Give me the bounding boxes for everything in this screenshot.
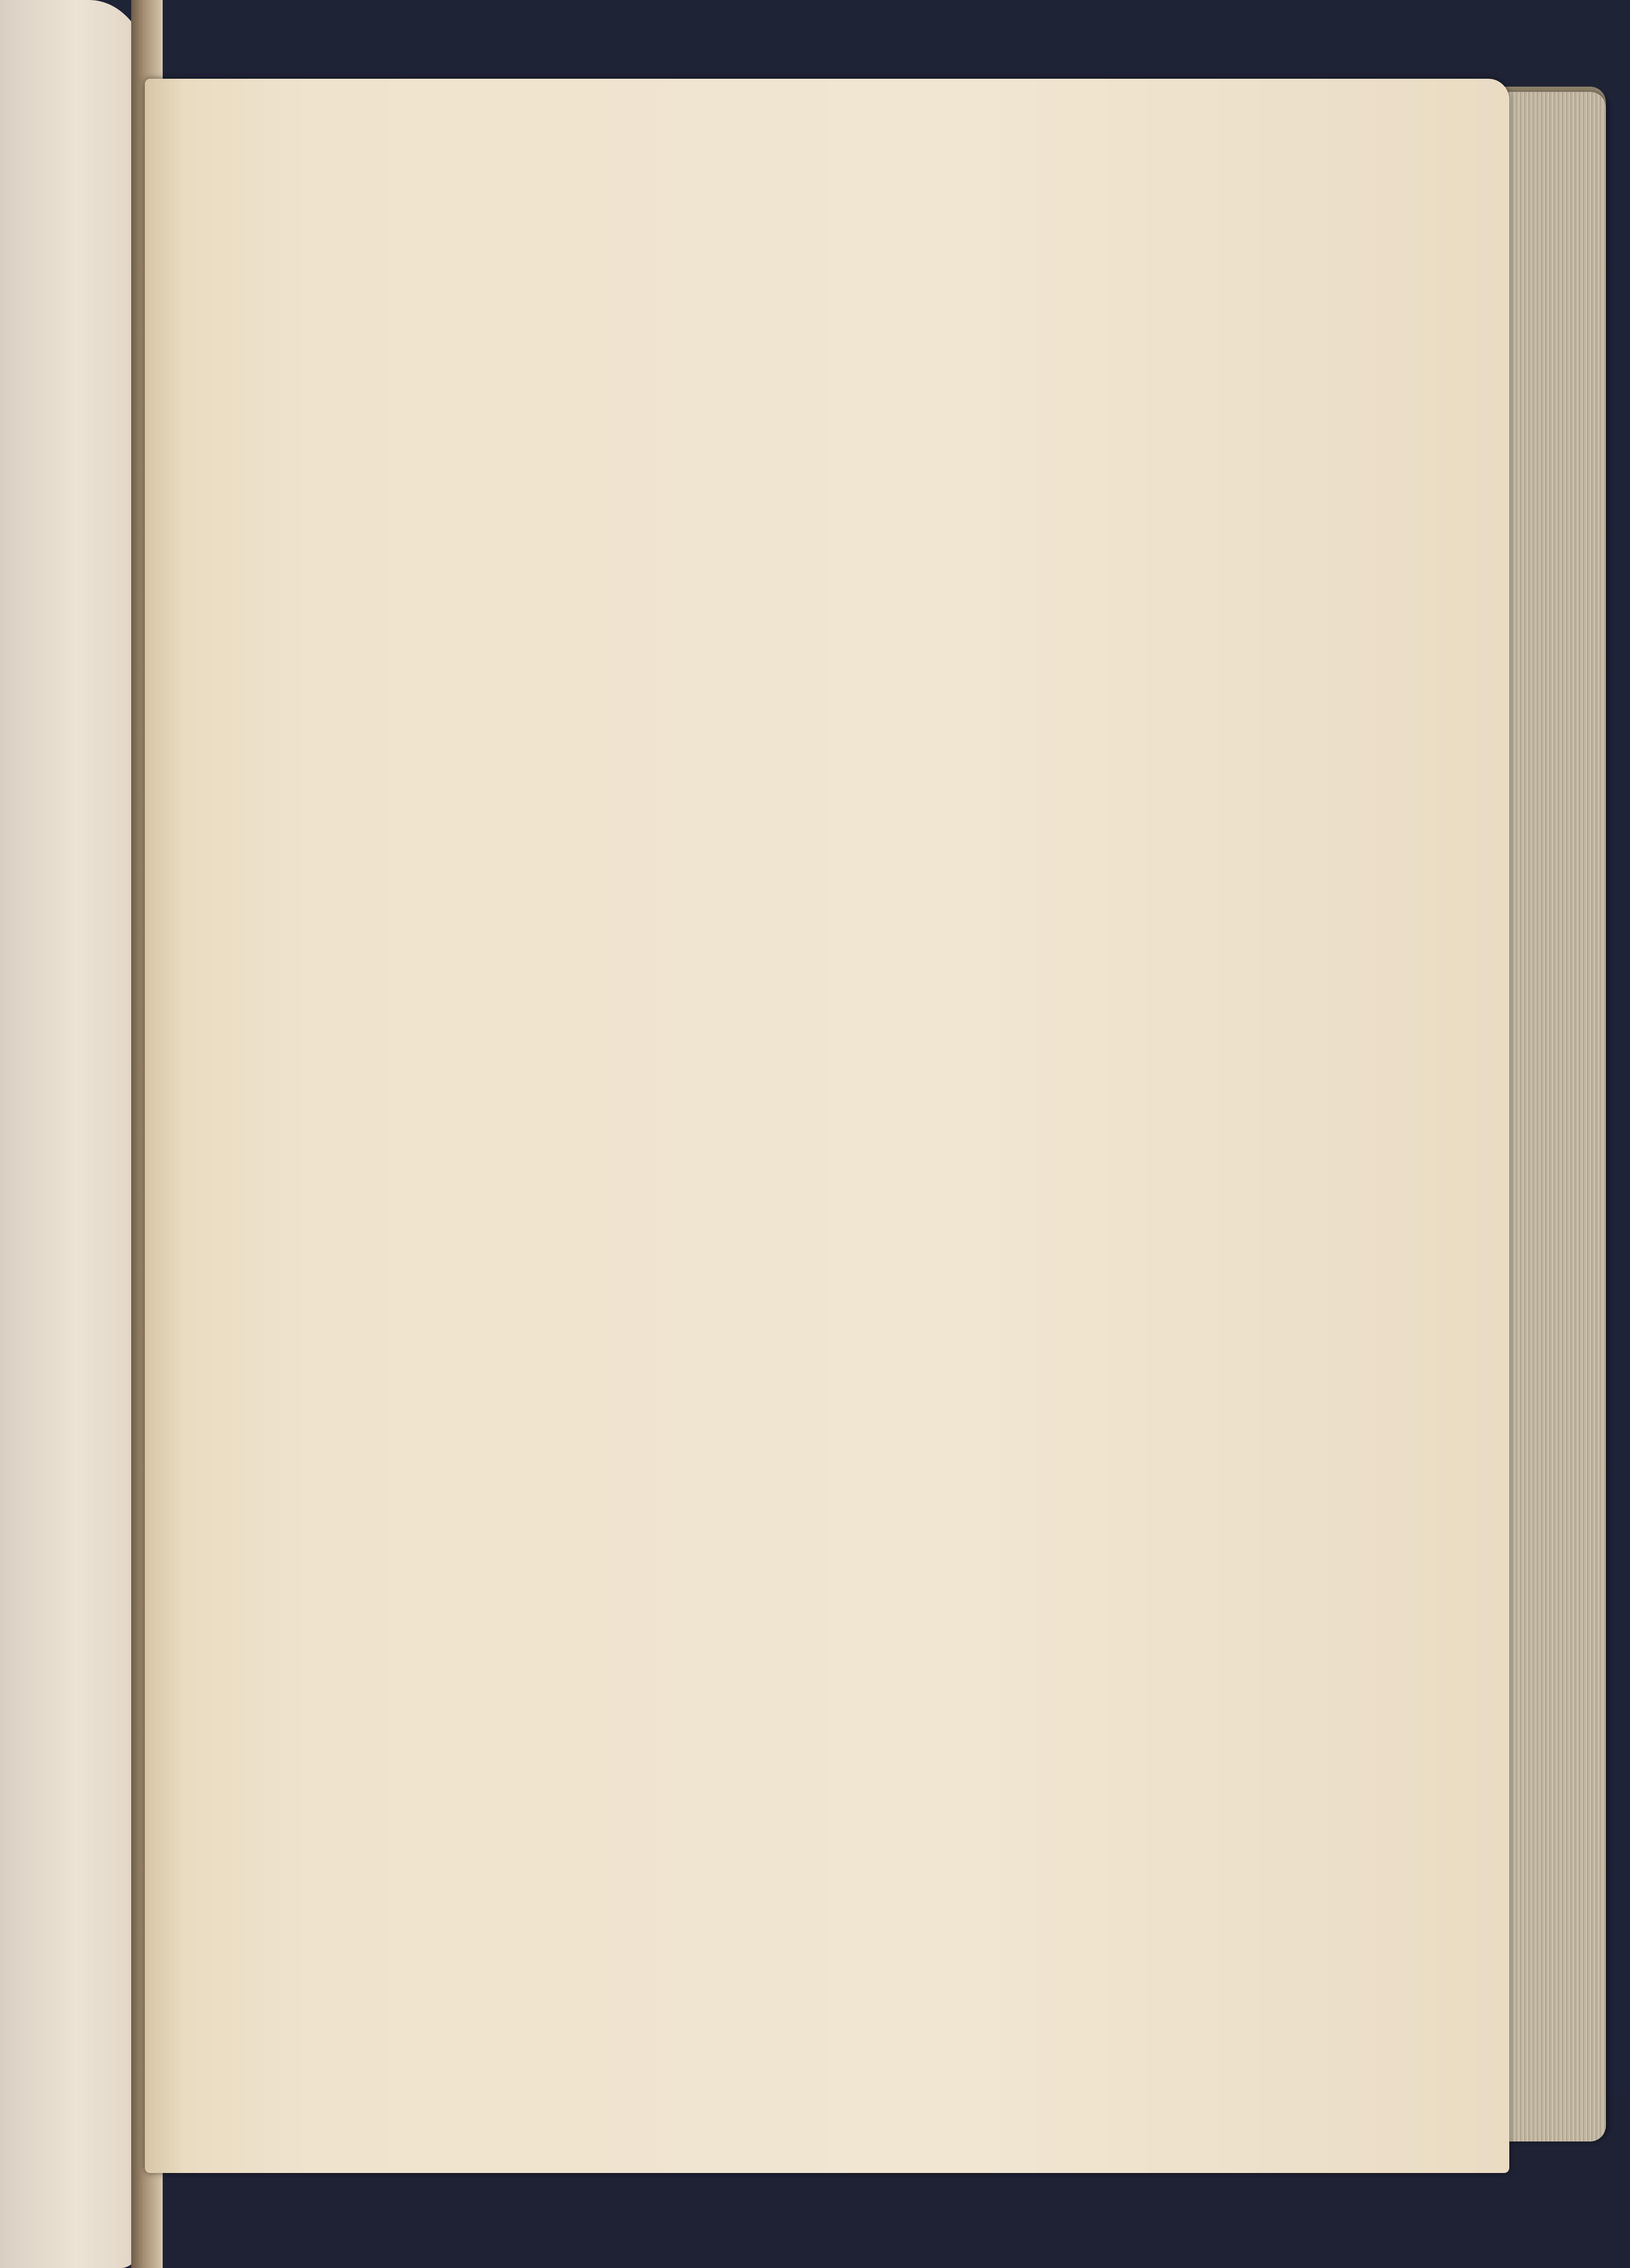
summary-heading-hidden-placeholder [197,1748,1236,1785]
text-line [197,268,1236,304]
text-line [197,1517,1236,1554]
text-line [197,929,1236,966]
text-line [197,1039,1236,1076]
summary-item [220,1155,1218,1191]
text-line [197,562,1236,598]
text-line [197,304,1236,341]
page-block-fore-edge [1501,92,1606,2142]
text-line [197,1480,1236,1517]
text-line [197,672,1236,709]
text-line [197,1701,1236,1737]
text-line [197,1627,1236,1664]
text-line [231,1443,1236,1480]
text-line [197,488,1236,525]
text-line [197,525,1236,562]
text-line [197,966,1236,1003]
summary-heading [197,1115,1236,1152]
text-line [197,451,1236,488]
section-subheading [197,1194,1236,1231]
text-line [197,1076,1236,1113]
text-line [197,1270,1236,1307]
text-line [252,1233,1236,1270]
text-line [197,1811,1236,1848]
text-line [197,782,1236,819]
summary-heading [197,1320,1236,1357]
text-line [197,635,1236,672]
section-subheading [197,1401,1236,1438]
text-line [197,598,1236,635]
summary-item [220,1359,1218,1396]
text-line [197,709,1236,745]
text-line [197,745,1236,782]
text-line [197,341,1236,378]
text-line [197,1554,1236,1590]
text-line [197,819,1236,856]
text-line [197,856,1236,892]
text-line [197,1664,1236,1701]
text-line [197,378,1236,415]
text-line [197,415,1236,451]
text-line [197,892,1236,929]
text-line [197,1848,1236,1884]
text-line [197,1003,1236,1039]
text-line [197,1590,1236,1627]
left-facing-page [0,0,152,2268]
